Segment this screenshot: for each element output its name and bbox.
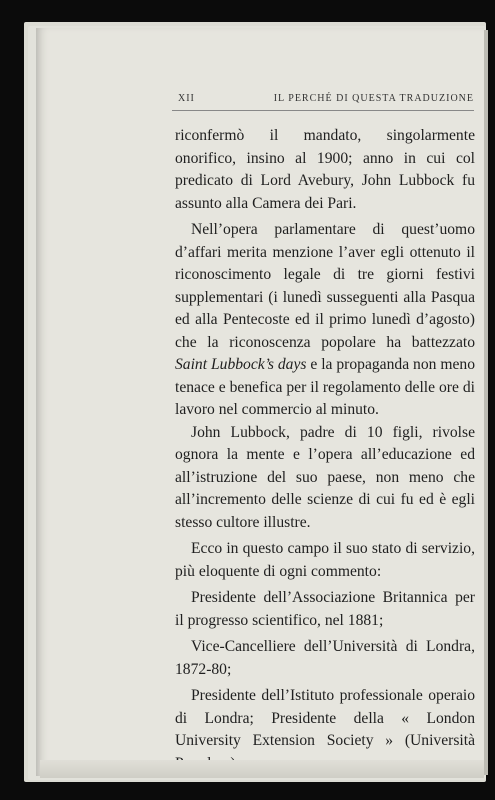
paragraph-7: Presidente dell’Istituto professionale operaio di Londra; Presidente della « London University Extension Society » (Università bbox=[175, 687, 475, 749]
paragraph-5: Presidente dell’Associazione Britannica per il progresso scientifico, nel 1881; bbox=[175, 589, 475, 629]
paragraph-2: Nell’opera parlamentare di quest’uomo d’affari merita menzione l’aver egli ottenuto il riconoscimento legale di tre giorni festivi supplementari (i lunedì susseguenti alla Pasqua ed alla Pentecoste ed il primo lunedì d’agosto) che la riconoscenza popolare ha battezzato Saint Lubbock’s days e la propaganda non meno tenace e benefica per il regolamento delle ore di lavoro nel commercio al minuto. bbox=[175, 221, 475, 418]
page-edge bbox=[484, 30, 488, 775]
paragraph-3: John Lubbock, padre di 10 figli, rivolse ognora la mente e l’opera all’educazione ed all’istruzione del suo paese, non meno che all’incremento delle scienze di cui fu ed è egli stesso cultore illustre. bbox=[175, 423, 475, 531]
italic-phrase: Saint Lubbock’s days bbox=[175, 356, 307, 373]
body-text bbox=[175, 125, 475, 775]
header-rule bbox=[172, 110, 474, 111]
paragraph-4: Ecco in questo campo il suo stato di servizio, più eloquente di ogni commento: bbox=[175, 540, 475, 580]
paragraph-1: riconfermò il mandato, singolarmente onorifico, insino al 1900; anno in cui col predicato di Lord Avebury, John Lubbock fu assunto alla Camera dei Pari. bbox=[175, 127, 475, 212]
paragraph-6: Vice-Cancelliere dell’Università di Londra, 1872-80; bbox=[175, 638, 475, 678]
page-bottom-shade bbox=[40, 760, 484, 778]
running-title: IL PERCHÉ DI QUESTA TRADUZIONE bbox=[273, 93, 474, 104]
page-number: XII bbox=[178, 93, 195, 104]
running-header bbox=[178, 93, 474, 104]
